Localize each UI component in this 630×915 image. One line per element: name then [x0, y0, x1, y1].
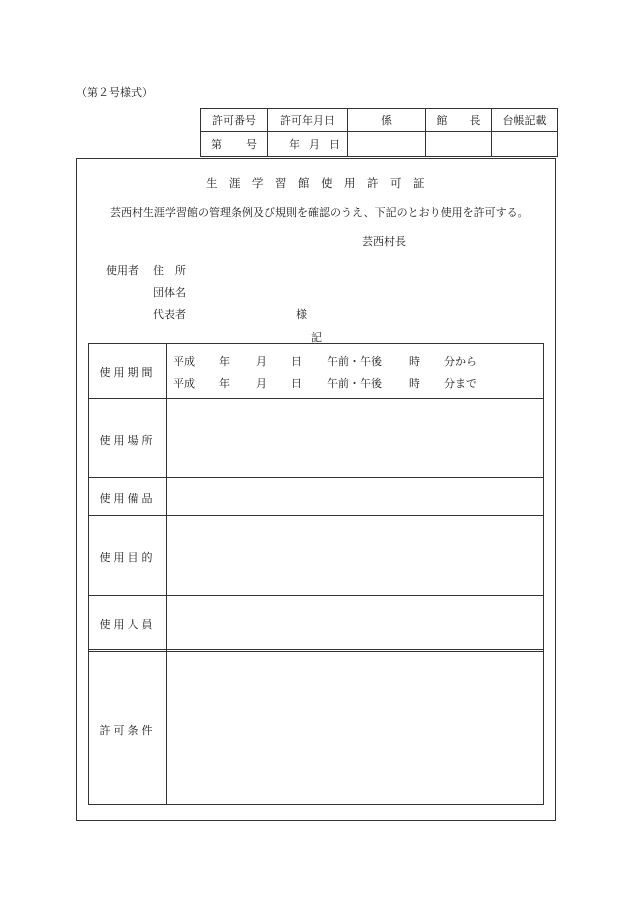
usage-period-label: 使用期間	[99, 366, 156, 379]
applicant-label: 使用者	[106, 264, 139, 277]
record-label: 記	[311, 331, 322, 344]
end-minute-suffix: 分まで	[444, 377, 477, 390]
end-ampm: 午前・午後	[327, 377, 382, 390]
start-hour: 時	[409, 355, 420, 368]
permit-number-header: 許可番号	[201, 109, 268, 132]
end-month: 月	[256, 377, 267, 390]
usage-place-label: 使用場所	[99, 434, 156, 447]
director-stamp-cell[interactable]	[426, 132, 492, 157]
honorific-label: 様	[296, 308, 307, 321]
staff-stamp-cell[interactable]	[348, 132, 426, 157]
director-header: 館 長	[426, 109, 492, 132]
end-day: 日	[291, 377, 302, 390]
start-year: 年	[219, 355, 230, 368]
permit-number-cell[interactable]	[201, 132, 268, 157]
permit-conditions-row[interactable]	[89, 652, 543, 804]
usage-people-label: 使用人員	[99, 618, 156, 631]
usage-place-row[interactable]	[89, 399, 543, 478]
permit-statement: 芸西村生涯学習館の管理条例及び規則を確認のうえ、下記のとおり使用を許可する。	[110, 206, 529, 219]
permit-date-header: 許可年月日	[268, 109, 348, 132]
approval-table	[200, 108, 558, 157]
start-month: 月	[256, 355, 267, 368]
usage-period-row[interactable]	[89, 344, 543, 399]
address-label: 住 所	[153, 264, 186, 277]
permit-date-cell[interactable]	[268, 132, 348, 157]
ledger-stamp-cell[interactable]	[492, 132, 558, 157]
representative-label: 代表者	[153, 308, 186, 321]
end-year: 年	[219, 377, 230, 390]
group-name-label: 団体名	[153, 286, 186, 299]
usage-equipment-row[interactable]	[89, 478, 543, 516]
usage-purpose-label: 使用目的	[99, 551, 156, 564]
number-prefix: 第	[211, 138, 222, 151]
start-day: 日	[291, 355, 302, 368]
date-day: 日	[329, 138, 340, 151]
date-year: 年	[289, 138, 300, 151]
start-ampm: 午前・午後	[327, 355, 382, 368]
issuer-name: 芸西村長	[362, 235, 406, 248]
end-era: 平成	[173, 377, 195, 390]
start-era: 平成	[173, 355, 195, 368]
details-table	[88, 343, 544, 805]
permit-conditions-label: 許可条件	[99, 724, 156, 737]
form-number-label: （第２号様式）	[76, 86, 153, 99]
ledger-header: 台帳記載	[492, 109, 558, 132]
staff-header: 係	[348, 109, 426, 132]
usage-people-row[interactable]	[89, 596, 543, 652]
usage-purpose-row[interactable]	[89, 516, 543, 596]
start-minute-suffix: 分から	[444, 355, 477, 368]
number-suffix: 号	[246, 138, 257, 151]
end-hour: 時	[409, 377, 420, 390]
document-title: 生 涯 学 習 館 使 用 許 可 証	[206, 176, 425, 190]
usage-equipment-label: 使用備品	[99, 492, 156, 505]
date-month: 月	[309, 138, 320, 151]
